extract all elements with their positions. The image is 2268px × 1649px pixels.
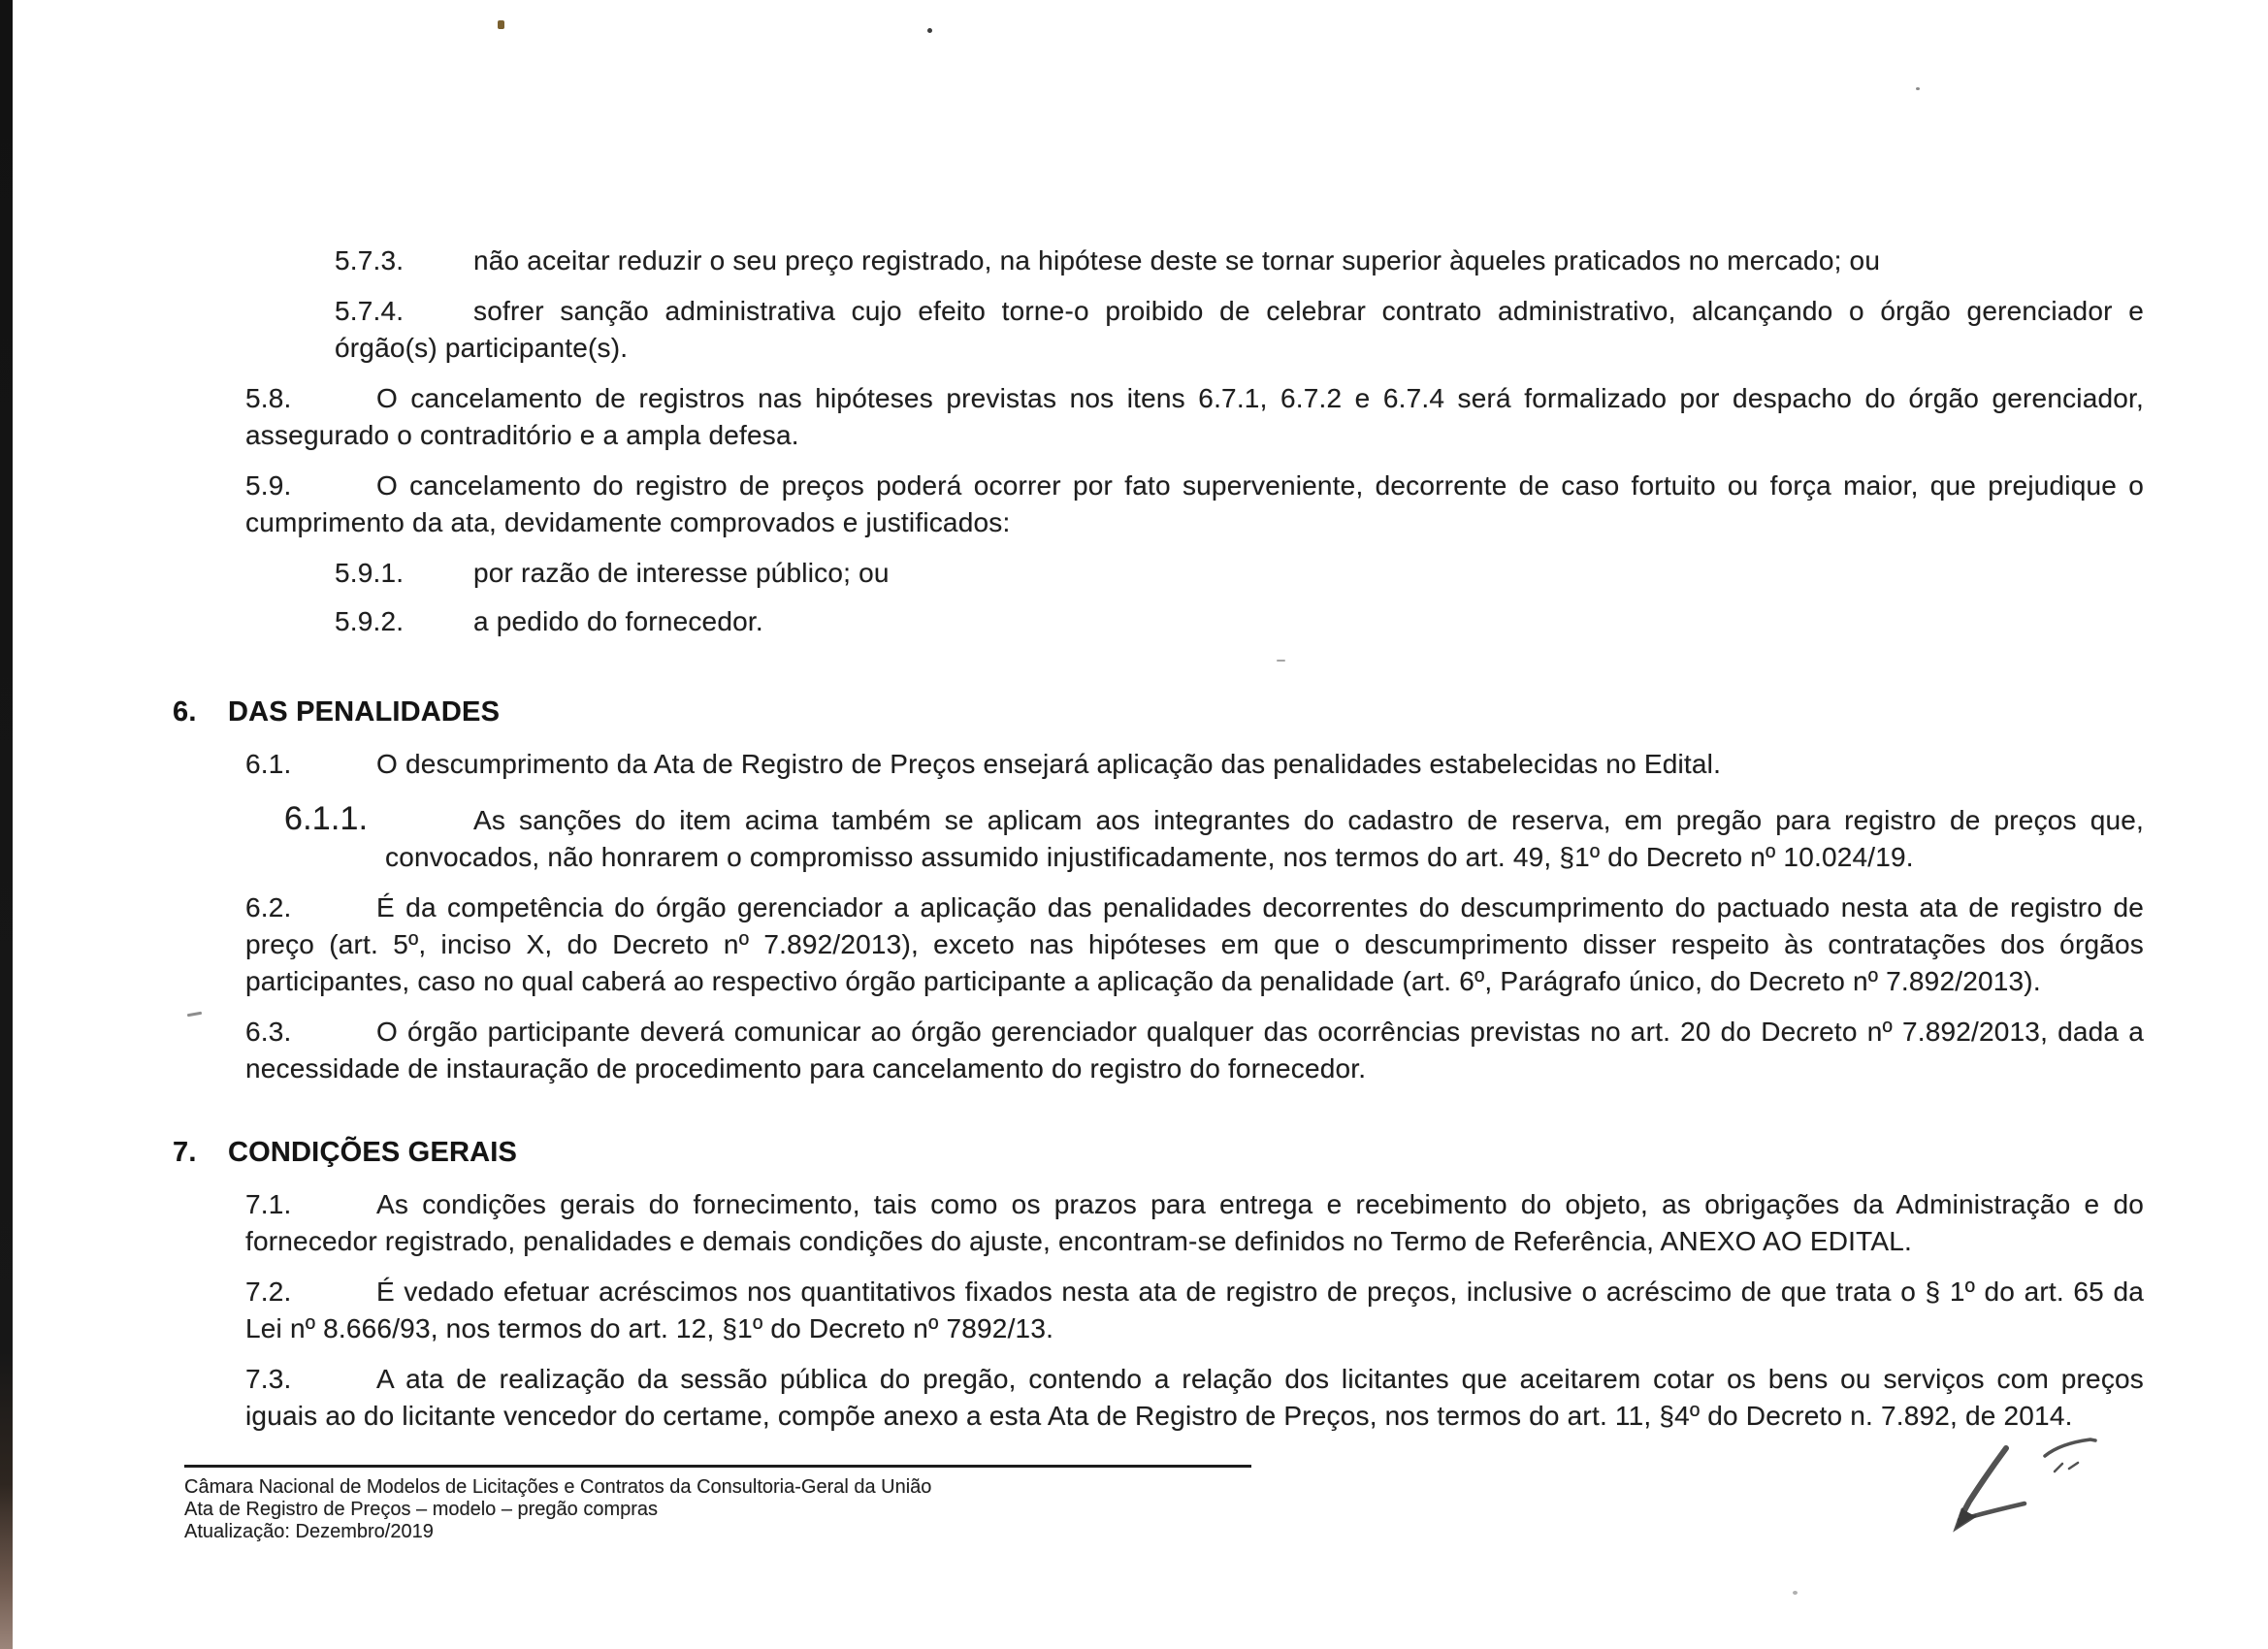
- paragraph-line: preço (art. 5º, inciso X, do Decreto nº 7.892/2013), exceto nas hipóteses em que o descumprimento disser respeito às contratações dos órgãos: [245, 929, 2144, 959]
- paragraph-line: [245, 468, 2144, 504]
- list-item-7-2: [245, 1274, 2144, 1347]
- paragraph-line: [245, 380, 2144, 417]
- paragraph-line: assegurado o contraditório e a ampla defesa.: [245, 420, 799, 450]
- item-text: não aceitar reduzir o seu preço registrado, na hipótese deste se tornar superior àqueles praticados no mercado; ou: [473, 245, 1881, 275]
- item-text: O cancelamento do registro de preços poderá ocorrer por fato superveniente, decorrente de caso fortuito ou força maior, que prejudique o: [376, 470, 2144, 501]
- item-text: As condições gerais do fornecimento, tais como os prazos para entrega e recebimento do objeto, as obrigações da Administração e do: [376, 1189, 2144, 1219]
- item-text: As sanções do item acima também se aplicam aos integrantes do cadastro de reserva, em pregão para registro de preços que,: [473, 805, 2144, 835]
- item-number: 6.1.: [245, 749, 292, 779]
- paragraph-line: [245, 1274, 2144, 1310]
- paragraph-line: [335, 555, 2144, 592]
- list-item-5-9-2: [335, 603, 2144, 640]
- handwritten-check-mark: [1930, 1416, 2154, 1562]
- item-text: É da competência do órgão gerenciador a aplicação das penalidades decorrentes do descumprimento do pactuado nesta ata de registro de: [376, 892, 2144, 922]
- item-number: 5.7.4.: [335, 296, 405, 326]
- item-number: 7.3.: [245, 1364, 292, 1394]
- item-text: O órgão participante deverá comunicar ao órgão gerenciador qualquer das ocorrências previstas no art. 20 do Decreto nº 7.892/2013, dada a: [376, 1017, 2144, 1047]
- paragraph-line: fornecedor registrado, penalidades e demais condições do ajuste, encontram-se definidos no Termo de Referência, ANEXO AO EDITAL.: [245, 1226, 1912, 1256]
- item-text: É vedado efetuar acréscimos nos quantitativos fixados nesta ata de registro de preços, inclusive o acréscimo de que trata o § 1º do art. 65 da: [376, 1277, 2144, 1307]
- scan-speck: [1916, 87, 1920, 90]
- list-item-7-1: [245, 1186, 2144, 1260]
- section-number: 6.: [173, 696, 197, 728]
- paragraph-line: [335, 293, 2144, 330]
- footer-line-organization: Câmara Nacional de Modelos de Licitações e Contratos da Consultoria-Geral da União: [184, 1476, 932, 1498]
- paragraph-line: [335, 603, 2144, 640]
- footer-divider: [184, 1465, 1251, 1468]
- paragraph-line: Lei nº 8.666/93, nos termos do art. 12, §1º do Decreto nº 7892/13.: [245, 1313, 1054, 1343]
- section-title: DAS PENALIDADES: [228, 696, 501, 728]
- list-item-5-7-4: [335, 293, 2144, 367]
- item-text: O descumprimento da Ata de Registro de Preços ensejará aplicação das penalidades estabelecidas no Edital.: [376, 749, 1722, 779]
- paragraph-line: [245, 1361, 2144, 1398]
- paragraph-line: necessidade de instauração de procedimento para cancelamento do registro do fornecedor.: [245, 1053, 1367, 1083]
- item-text: sofrer sanção administrativa cujo efeito torne-o proibido de celebrar contrato administrativo, alcançando o órgão gerenciador e: [473, 296, 2144, 326]
- item-number: 5.9.1.: [335, 558, 405, 588]
- list-item-5-9-1: [335, 555, 2144, 592]
- section-heading-condicoes-gerais: [173, 1134, 2144, 1171]
- paragraph-line: [245, 1186, 2144, 1223]
- paragraph-line: iguais ao do licitante vencedor do certame, compõe anexo a esta Ata de Registro de Preços, nos termos do art. 11, §4º do Decreto n. 7.892, de 2014.: [245, 1401, 2073, 1431]
- item-number: 7.1.: [245, 1189, 292, 1219]
- paragraph-line: [245, 746, 2144, 783]
- scan-speck: [927, 28, 932, 33]
- page-footer: [184, 1465, 1300, 1543]
- paragraph-line: [335, 242, 2144, 279]
- item-text: A ata de realização da sessão pública do pregão, contendo a relação dos licitantes que aceitarem cotar os bens ou serviços com preços: [376, 1364, 2144, 1394]
- scanner-black-edge: [0, 0, 13, 1649]
- paragraph-line: participantes, caso no qual caberá ao respectivo órgão participante a aplicação da penalidade (art. 6º, Parágrafo único, do Decreto nº 7.892/2013).: [245, 966, 2041, 996]
- item-number: 5.8.: [245, 383, 292, 413]
- list-item-6-1-1: [284, 800, 2144, 876]
- item-number: 6.1.1.: [284, 800, 369, 837]
- item-number: 5.7.3.: [335, 245, 405, 275]
- item-number: 5.9.2.: [335, 606, 405, 636]
- item-text: O cancelamento de registros nas hipóteses previstas nos itens 6.7.1, 6.7.2 e 6.7.4 será formalizado por despacho do órgão gerenciador,: [376, 383, 2144, 413]
- scan-speck: [1277, 660, 1285, 662]
- list-item-6-1: [245, 746, 2144, 783]
- document-body: [173, 0, 2144, 1435]
- item-text: por razão de interesse público; ou: [473, 558, 890, 588]
- paragraph-line: [284, 800, 2144, 839]
- section-heading-penalidades: [173, 694, 2144, 730]
- list-item-6-3: [245, 1014, 2144, 1087]
- section-number: 7.: [173, 1137, 197, 1168]
- list-item-7-3: [245, 1361, 2144, 1435]
- scan-speck: [187, 1012, 202, 1018]
- scan-speck: [498, 20, 504, 29]
- paragraph-line: órgão(s) participante(s).: [335, 333, 629, 363]
- item-number: 7.2.: [245, 1277, 292, 1307]
- item-text: a pedido do fornecedor.: [473, 606, 763, 636]
- heading-line: [173, 1134, 2144, 1171]
- scan-speck: [1793, 1591, 1798, 1595]
- list-item-5-7-3: [335, 242, 2144, 279]
- list-item-6-2: [245, 889, 2144, 1000]
- paragraph-line: convocados, não honrarem o compromisso assumido injustificadamente, nos termos do art. 49, §1º do Decreto nº 10.024/19.: [385, 842, 1914, 872]
- paragraph-line: [245, 1014, 2144, 1051]
- section-title: CONDIÇÕES GERAIS: [228, 1137, 518, 1168]
- footer-line-document-title: Ata de Registro de Preços – modelo – pregão compras: [184, 1499, 659, 1520]
- item-number: 6.3.: [245, 1017, 292, 1047]
- footer-line-updated: Atualização: Dezembro/2019: [184, 1521, 434, 1542]
- item-number: 6.2.: [245, 892, 292, 922]
- paragraph-line: cumprimento da ata, devidamente comprovados e justificados:: [245, 507, 1011, 537]
- list-item-5-8: [245, 380, 2144, 454]
- item-number: 5.9.: [245, 470, 292, 501]
- heading-line: [173, 694, 2144, 730]
- paragraph-line: [245, 889, 2144, 926]
- list-item-5-9: [245, 468, 2144, 541]
